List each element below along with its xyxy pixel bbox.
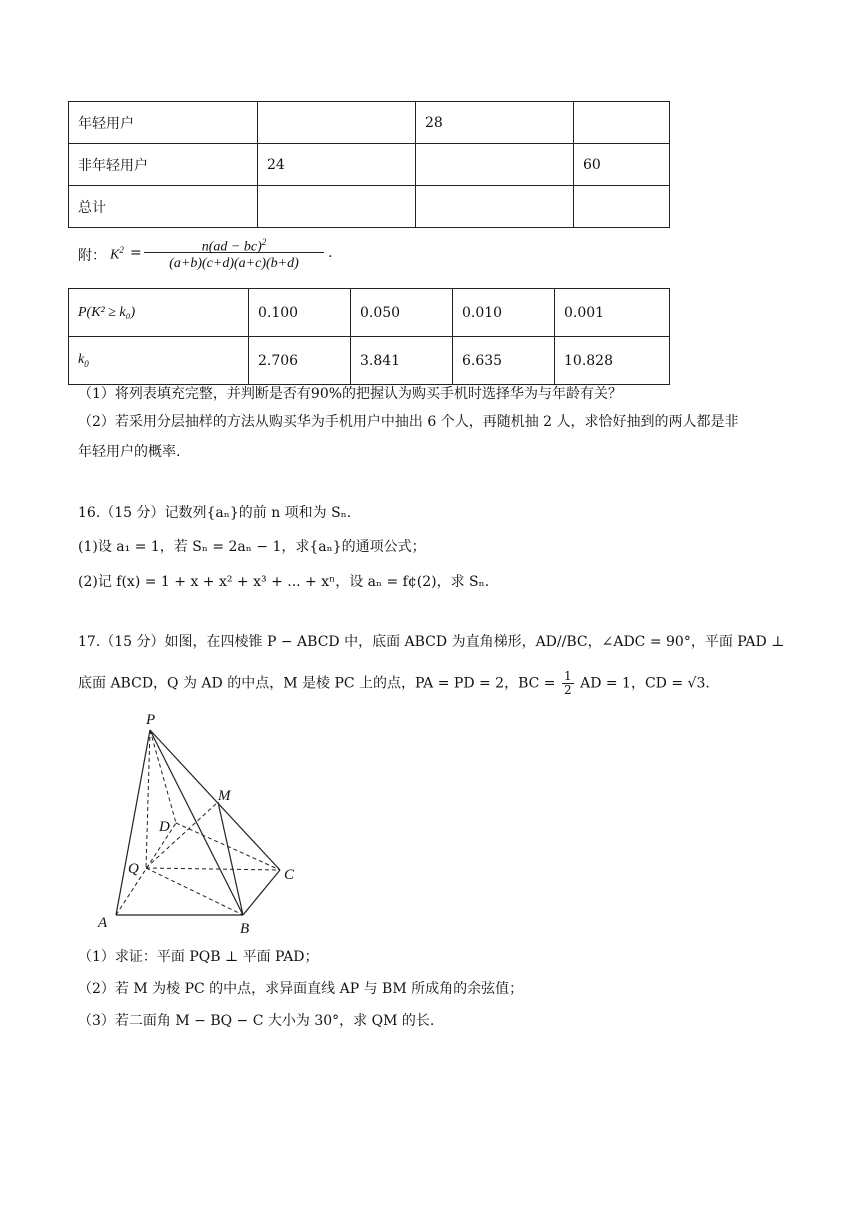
q16-part2: (2)记 f(x) = 1 + x + x² + x³ + ... + xⁿ，设 aₙ = f¢(2)，求 Sₙ.: [78, 574, 490, 590]
appendix-prefix: 附：: [78, 248, 106, 264]
segment-QM: [146, 802, 218, 868]
formula-equals: =: [130, 245, 142, 261]
table-cell: 24: [258, 144, 416, 186]
edge-PA: [116, 730, 150, 915]
q15-part2-line1: （2）若采用分层抽样的方法从购买华为手机用户中抽出 6 个人，再随机抽 2 人，求恰好抽到的两人都是非: [78, 414, 739, 430]
table-row: [69, 289, 670, 337]
table-cell: [258, 186, 416, 228]
critical-value-table: [68, 288, 670, 385]
edge-BC: [243, 870, 280, 915]
table-cell: 6.635: [453, 337, 555, 385]
table-row: [69, 186, 670, 228]
table-cell: [416, 144, 574, 186]
table-cell: 10.828: [555, 337, 670, 385]
pyramid-figure: [90, 705, 320, 940]
table-row: [69, 144, 670, 186]
table-row: [69, 337, 670, 385]
row-label: 年轻用户: [69, 102, 258, 144]
formula-period: .: [328, 245, 333, 261]
segment-QC: [146, 868, 280, 870]
table-cell: 0.010: [453, 289, 555, 337]
table-cell: [416, 186, 574, 228]
label-B: B: [240, 921, 250, 937]
label-Q: Q: [128, 861, 139, 877]
q15-part1: （1）将列表填充完整，并判断是否有90%的把握认为购买手机时选择华为与年龄有关？: [78, 386, 623, 402]
label-C: C: [284, 867, 295, 883]
q17-part3: （3）若二面角 M − BQ − C 大小为 30°，求 QM 的长.: [78, 1013, 435, 1029]
table-cell: [258, 102, 416, 144]
row-label: 总计: [69, 186, 258, 228]
q16-heading: 16.（15 分）记数列{aₙ}的前 n 项和为 Sₙ.: [78, 505, 352, 521]
table-cell: 2.706: [249, 337, 351, 385]
table-cell: 28: [416, 102, 574, 144]
table-cell: 3.841: [351, 337, 453, 385]
table-cell: 60: [574, 144, 670, 186]
chi-square-formula: [78, 232, 338, 278]
q15-part2-line2: 年轻用户的概率.: [78, 444, 181, 460]
q17-part2: （2）若 M 为棱 PC 的中点，求异面直线 AP 与 BM 所成角的余弦值；: [78, 981, 524, 997]
q16-part1: (1)设 a₁ = 1，若 Sₙ = 2aₙ − 1，求{aₙ}的通项公式；: [78, 539, 426, 555]
table-cell: 0.001: [555, 289, 670, 337]
edge-DC: [176, 823, 280, 870]
q17-part1: （1）求证：平面 PQB ⊥ 平面 PAD；: [78, 949, 319, 965]
label-A: A: [98, 915, 108, 931]
row-label: 非年轻用户: [69, 144, 258, 186]
segment-MB: [218, 802, 243, 915]
formula-fraction: [142, 232, 326, 275]
p-header: P(K² ≥ k₀): [69, 289, 249, 337]
q17-line2-text: 底面 ABCD，Q 为 AD 的中点，M 是棱 PC 上的点，PA = PD = 2，BC =: [78, 675, 556, 692]
table-cell: [574, 102, 670, 144]
formula-denominator: (a+b)(c+d)(a+c)(b+d): [169, 256, 299, 271]
q17-line2-rest: AD = 1，CD = √3.: [580, 675, 710, 692]
formula-lhs: $K^2$: [110, 245, 124, 263]
label-M: M: [218, 788, 231, 804]
table-cell: 0.100: [249, 289, 351, 337]
q17-line2: [78, 670, 710, 697]
label-D: D: [159, 819, 170, 835]
table-row: [69, 102, 670, 144]
contingency-table: [68, 101, 670, 228]
table-cell: 0.050: [351, 289, 453, 337]
half-fraction: $\frac{1}{2}$: [563, 669, 572, 697]
table-cell: [574, 186, 670, 228]
segment-QB: [146, 868, 243, 915]
formula-numerator: n(ad − bc)$^2$: [201, 237, 267, 255]
k-header: $k_0$: [69, 337, 249, 385]
q17-line1: 17.（15 分）如图，在四棱锥 P − ABCD 中，底面 ABCD 为直角梯形，AD//BC，∠ADC = 90°，平面 PAD ⊥: [78, 634, 785, 650]
label-P: P: [146, 712, 156, 728]
